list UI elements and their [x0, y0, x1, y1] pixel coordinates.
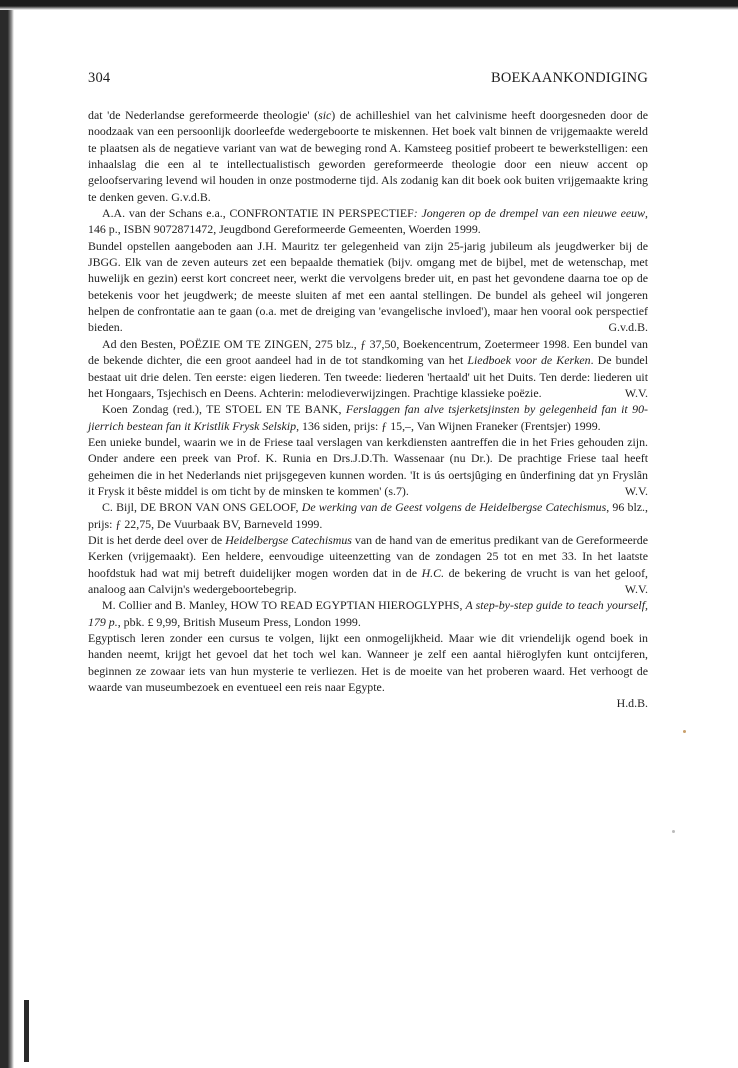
paper-speck	[683, 730, 686, 733]
page-number: 304	[88, 70, 111, 86]
book-citation: Ad den Besten, POËZIE OM TE ZINGEN, 275 blz., ƒ 37,50, Boekencentrum, Zoetermeer 1998. Een bundel van de bekende dichter, die een groot aandeel had in de tot standkoming van het Liedboek voor de Kerken. De bundel bestaat uit drie delen. Ten eerste: eigen liederen. Ten tweede: liederen 'hertaald' uit het Duits. Ten derde: liederen uit het Hongaars, Tsjechisch en Deens. Achterin: melodieverwijzingen. Prachtige klassieke poëzie. W.V.	[88, 336, 648, 400]
review-paragraph: Een unieke bundel, waarin we in de Friese taal verslagen van kerkdiensten aantreffen die in het Fries gehouden zijn. Onder andere een preek van Prof. K. Runia en Drs.J.D.Th. Wassenaar (nu Dr.). De prachtige Friese taal heeft geheimen die in het Nederlands niet prijsgegeven kunnen worden. 'It is ús oertsjûging en ûnderfining dat yn Fryslân it Frysk it bêste middel is om ticht by de minsken te kommen' (s.7). W.V.	[88, 434, 648, 498]
review-paragraph: Egyptisch leren zonder een cursus te volgen, lijkt een onmogelijkheid. Maar wie dit vriendelijk ogend boek in handen neemt, krijgt het gevoel dat het toch wel kan. Wanneer je zelf een aantal hiëroglyfen kunt ontcijferen, beginnen ze zowaar iets van hun mysterie te verliezen. Het is de moeite van het proberen waard. Het verhoogt de waarde van museumbezoek en eventueel een reis naar Egypte.	[88, 631, 648, 695]
scan-edge-top	[0, 0, 738, 10]
reviewer-signature: H.d.B.	[616, 696, 648, 711]
document-page	[88, 70, 648, 712]
reviewer-signature: G.v.d.B.	[171, 189, 211, 204]
book-citation: Koen Zondag (red.), TE STOEL EN TE BANK, Ferslaggen fan alve tsjerketsjinsten by gelegenheid fan it 90-jierrich bestean fan it Kristlik Frysk Selskip, 136 siden, prijs: ƒ 15,–, Van Wijnen Franeker (Frentsjer) 1999.	[88, 402, 648, 433]
book-citation: A.A. van der Schans e.a., CONFRONTATIE IN PERSPECTIEF: Jongeren op de drempel van een nieuwe eeuw, 146 p., ISBN 9072871472, Jeugdbond Gereformeerde Gemeenten, Woerden 1999.	[88, 206, 648, 237]
paper-speck	[672, 830, 675, 833]
book-citation: M. Collier and B. Manley, HOW TO READ EGYPTIAN HIEROGLYPHS, A step-by-step guide to teach yourself, 179 p., pbk. £ 9,99, British Museum Press, London 1999.	[88, 598, 648, 629]
reviewer-signature: G.v.d.B.	[608, 320, 648, 335]
review-paragraph: Dit is het derde deel over de Heidelbergse Catechismus van de hand van de emeritus predikant van de Gereformeerde Kerken (vrijgemaakt). Een heldere, eenvoudige uiteenzetting van de zondagen 25 tot en met 33. In het laatste hoofdstuk had wat mij betreft duidelijker mogen worden dat in de H.C. de bekering de vrucht is van het geloof, analoog aan Calvijn's wedergeboortebegrip. W.V.	[88, 532, 648, 596]
scan-edge-left	[0, 0, 14, 1068]
book-citation: C. Bijl, DE BRON VAN ONS GELOOF, De werking van de Geest volgens de Heidelbergse Catechismus, 96 blz., prijs: ƒ 22,75, De Vuurbaak BV, Barneveld 1999.	[88, 500, 648, 531]
reviewer-signature: W.V.	[624, 581, 648, 596]
running-head	[88, 70, 648, 87]
section-title: BOEKAANKONDIGING	[490, 70, 648, 86]
review-paragraph: dat 'de Nederlandse gereformeerde theologie' (sic) de achilleshiel van het calvinisme heeft doorgesneden door de noodzaak van een persoonlijk doorleefde wedergeboorte te miskennen. Het boek valt binnen de vrijgemaakte wereld te plaatsen als de negatieve variant van wat de beweging rond A. Kamsteeg positief probeert te bewerkstelligen: een inhaalslag die een al te intellectualistisch geworden gereformeerde theologie door een nieuw accent op geloofservaring levend wil houden in onze postmoderne tijd. Als zodanig kan dit boek ook buiten vrijgemaakte kring te denken geven. G.v.d.B.	[88, 108, 648, 204]
reviewer-signature: W.V.	[624, 385, 648, 400]
review-text	[88, 107, 648, 712]
review-paragraph: Bundel opstellen aangeboden aan J.H. Mauritz ter gelegenheid van zijn 25-jarig jubileum als jeugdwerker bij de JBGG. Elk van de zeven auteurs zet een bepaalde thematiek (bijv. omgang met de bijbel, met de wetenschap, met huwelijk en gezin) eerst kort concreet neer, werkt die vervolgens breder uit, en past het gevondene daarna toe op de betekenis voor het jeugdwerk; de meeste sluiten af met een aantal stellingen. De bundel als geheel wil jongeren helpen de confrontatie aan te gaan (o.a. met de dreiging van 'evangelische invloed'), maar hen vooral ook perspectief bieden. G.v.d.B.	[88, 238, 648, 335]
scan-mark-bottom	[24, 1000, 29, 1062]
reviewer-signature: W.V.	[624, 483, 648, 498]
